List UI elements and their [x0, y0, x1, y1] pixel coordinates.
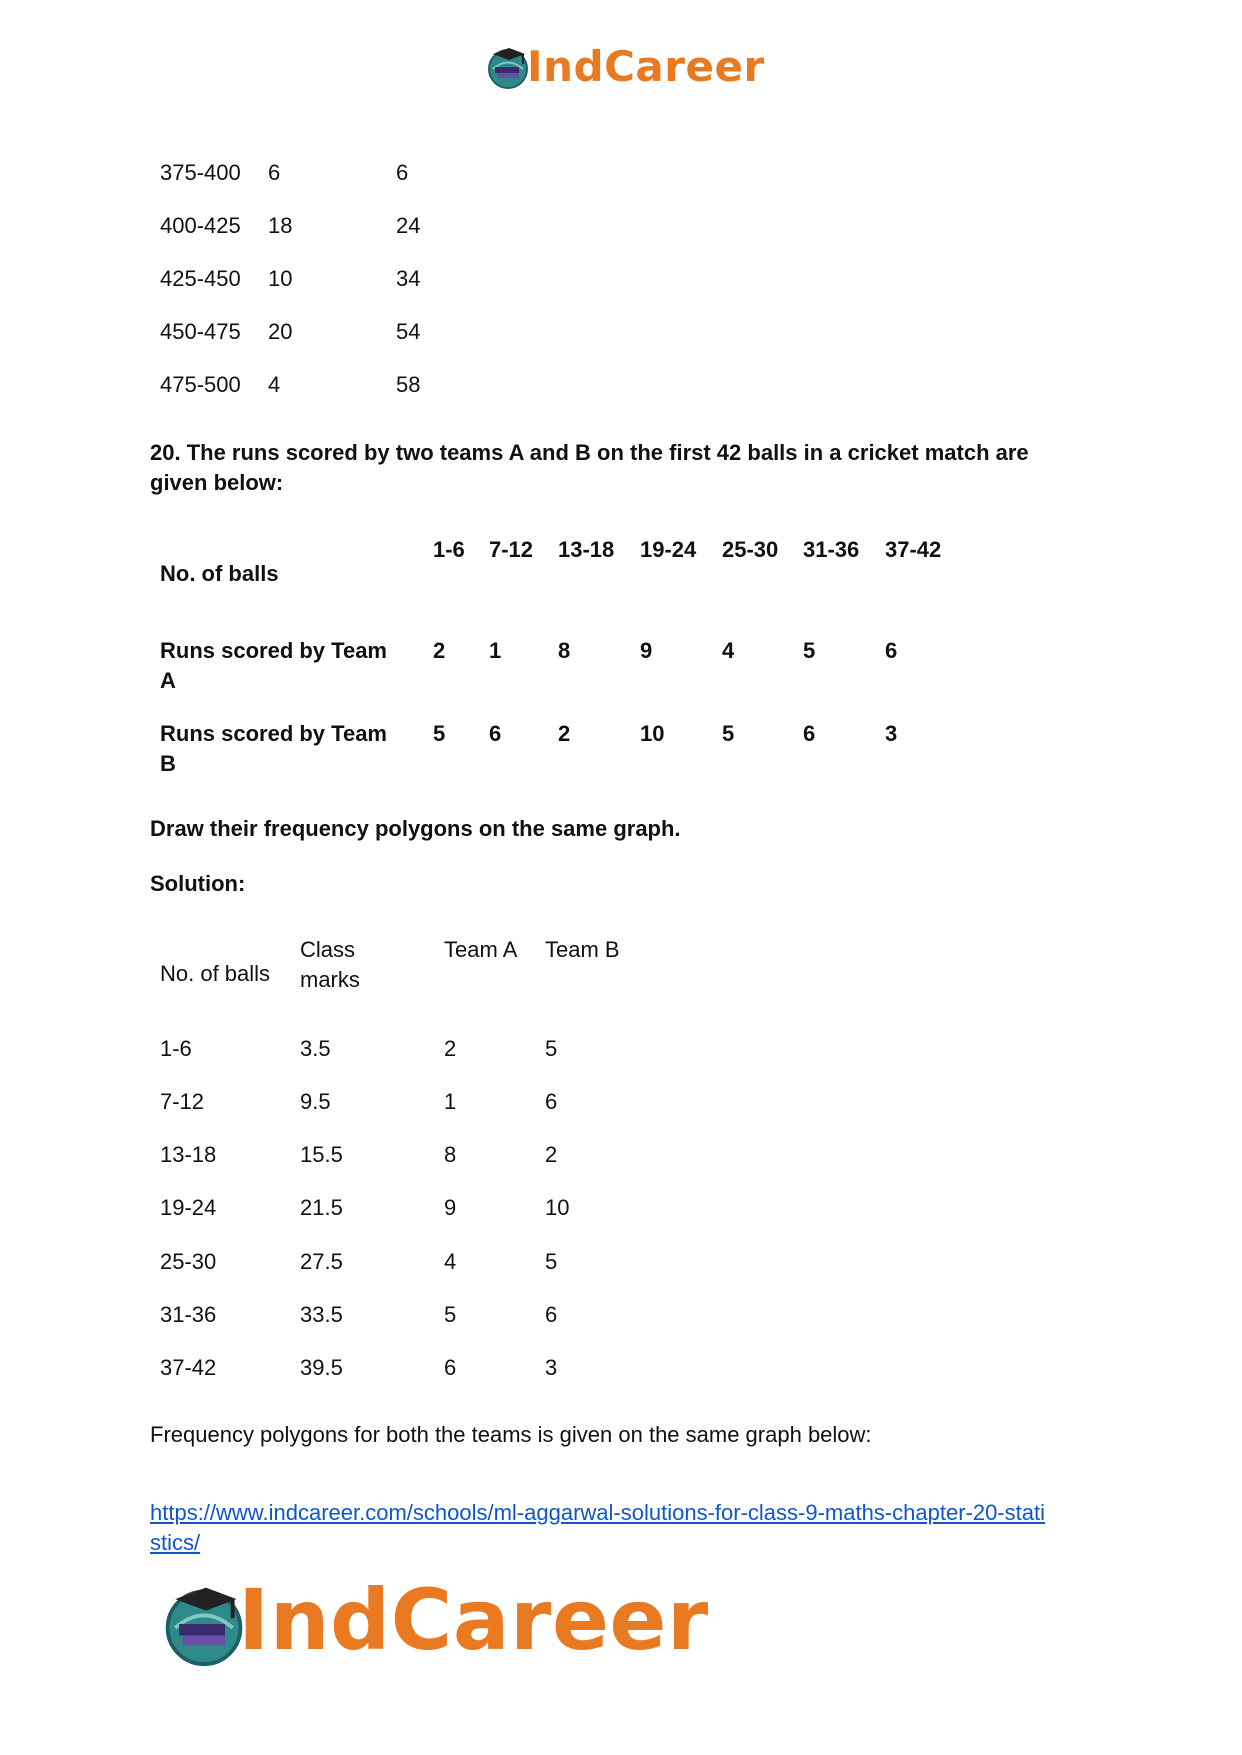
top-range-cell: 425-450 — [160, 266, 241, 291]
header-balls: No. of balls — [160, 961, 271, 986]
top-range-cell: 375-400 — [160, 160, 241, 185]
solution-balls-cell: 7-12 — [160, 1089, 205, 1114]
team-b-cell: 6 — [489, 721, 502, 746]
header-logo — [485, 40, 765, 94]
solution-team-b-cell: 5 — [545, 1036, 558, 1061]
solution-team-b-cell: 5 — [545, 1249, 558, 1274]
header-team-b: Team B — [545, 937, 620, 962]
range-header: 37-42 — [885, 537, 942, 562]
top-range-cell: 450-475 — [160, 319, 241, 344]
logo-globe-icon — [485, 44, 531, 90]
team-b-cell: 2 — [558, 721, 571, 746]
solution-balls-cell: 31-36 — [160, 1302, 217, 1327]
solution-team-a-cell: 1 — [444, 1089, 457, 1114]
solution-balls-cell: 1-6 — [160, 1036, 192, 1061]
top-cumulative-cell: 54 — [396, 319, 421, 344]
logo-globe-icon — [160, 1580, 248, 1668]
question-text-line1: 20. The runs scored by two teams A and B on the first 42 balls in a cricket match are — [150, 440, 1029, 465]
team-a-cell: 8 — [558, 638, 571, 663]
solution-team-b-cell: 6 — [545, 1302, 558, 1327]
solution-class-mark-cell: 39.5 — [300, 1355, 343, 1380]
top-frequency-cell: 4 — [268, 372, 281, 397]
team-a-cell: 5 — [803, 638, 816, 663]
solution-class-mark-cell: 15.5 — [300, 1142, 343, 1167]
closing-text: Frequency polygons for both the teams is given on the same graph below: — [150, 1422, 872, 1447]
solution-team-a-cell: 6 — [444, 1355, 457, 1380]
top-range-cell: 475-500 — [160, 372, 241, 397]
top-frequency-cell: 10 — [268, 266, 293, 291]
team-a-cell: 1 — [489, 638, 502, 663]
solution-class-mark-cell: 21.5 — [300, 1195, 343, 1220]
solution-team-a-cell: 8 — [444, 1142, 457, 1167]
range-header: 7-12 — [489, 537, 534, 562]
solution-class-mark-cell: 3.5 — [300, 1036, 331, 1061]
solution-team-b-cell: 2 — [545, 1142, 558, 1167]
team-a-row-label-cont: A — [160, 668, 176, 693]
solution-team-a-cell: 2 — [444, 1036, 457, 1061]
solution-team-a-cell: 5 — [444, 1302, 457, 1327]
top-frequency-cell: 18 — [268, 213, 293, 238]
footer-logo — [160, 1570, 720, 1680]
top-cumulative-cell: 24 — [396, 213, 421, 238]
team-a-cell: 4 — [722, 638, 735, 663]
top-frequency-cell: 20 — [268, 319, 293, 344]
header-team-a: Team A — [444, 937, 518, 962]
team-b-row-label-cont: B — [160, 751, 176, 776]
solution-team-a-cell: 9 — [444, 1195, 457, 1220]
team-b-cell: 5 — [722, 721, 735, 746]
footer-logo-text: IndCareer — [238, 1571, 709, 1669]
solution-team-b-cell: 10 — [545, 1195, 570, 1220]
solution-balls-cell: 19-24 — [160, 1195, 217, 1220]
header-logo-text: IndCareer — [527, 42, 765, 91]
solution-class-mark-cell: 27.5 — [300, 1249, 343, 1274]
top-frequency-cell: 6 — [268, 160, 281, 185]
solution-team-b-cell: 3 — [545, 1355, 558, 1380]
top-range-cell: 400-425 — [160, 213, 241, 238]
solution-class-mark-cell: 33.5 — [300, 1302, 343, 1327]
balls-row-label: No. of balls — [160, 561, 279, 586]
solution-class-mark-cell: 9.5 — [300, 1089, 331, 1114]
range-header: 13-18 — [558, 537, 615, 562]
solution-team-b-cell: 6 — [545, 1089, 558, 1114]
solution-balls-cell: 13-18 — [160, 1142, 217, 1167]
range-header: 19-24 — [640, 537, 697, 562]
solution-balls-cell: 37-42 — [160, 1355, 217, 1380]
top-cumulative-cell: 58 — [396, 372, 421, 397]
source-link-line1[interactable]: https://www.indcareer.com/schools/ml-aggarwal-solutions-for-class-9-maths-chapter-20-stati — [150, 1500, 1045, 1525]
team-a-cell: 9 — [640, 638, 653, 663]
instruction-text: Draw their frequency polygons on the same graph. — [150, 816, 681, 841]
header-class-marks-cont: marks — [300, 967, 360, 992]
header-class-marks: Class — [300, 937, 356, 962]
range-header: 25-30 — [722, 537, 779, 562]
team-b-cell: 6 — [803, 721, 816, 746]
top-cumulative-cell: 6 — [396, 160, 409, 185]
team-a-cell: 6 — [885, 638, 898, 663]
team-b-cell: 10 — [640, 721, 665, 746]
range-header: 1-6 — [433, 537, 465, 562]
team-b-cell: 3 — [885, 721, 898, 746]
range-header: 31-36 — [803, 537, 860, 562]
team-a-row-label: Runs scored by Team — [160, 638, 387, 663]
question-text-line2: given below: — [150, 470, 284, 495]
team-b-cell: 5 — [433, 721, 446, 746]
solution-team-a-cell: 4 — [444, 1249, 457, 1274]
top-cumulative-cell: 34 — [396, 266, 421, 291]
solution-balls-cell: 25-30 — [160, 1249, 217, 1274]
team-a-cell: 2 — [433, 638, 446, 663]
source-link-line2[interactable]: stics/ — [150, 1530, 201, 1555]
solution-heading: Solution: — [150, 871, 246, 896]
team-b-row-label: Runs scored by Team — [160, 721, 387, 746]
